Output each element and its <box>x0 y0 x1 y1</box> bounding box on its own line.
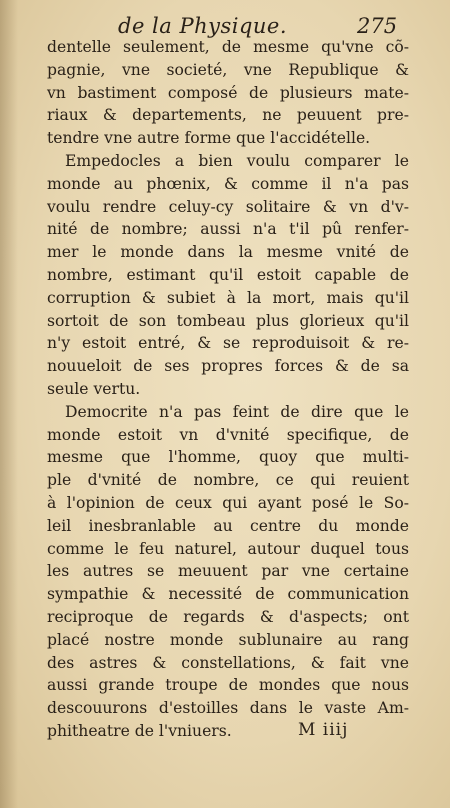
text-line: des astres & constellations, & fait vne <box>47 653 409 672</box>
text-line: aussi grande troupe de mondes que nous <box>47 676 409 695</box>
text-line: corruption & subiet à la mort, mais qu'il <box>47 288 409 307</box>
text-line: nité de nombre; aussi n'a t'il pû renfer- <box>47 220 409 239</box>
text-line: nombre, estimant qu'il estoit capable de <box>47 265 409 284</box>
text-line: comme le feu naturel, autour duquel tous <box>47 539 409 558</box>
text-line: mesme que l'homme, quoy que multi- <box>47 448 409 467</box>
text-line: seule vertu. <box>47 379 141 398</box>
body-text <box>47 36 409 743</box>
text-line: pagnie, vne societé, vne Republique & <box>47 60 409 79</box>
text-line: nouueloit de ses propres forces & de sa <box>47 357 409 376</box>
text-line: sortoit de son tombeau plus glorieux qu'il <box>47 311 409 330</box>
running-title: de la Physique. <box>118 14 288 38</box>
text-line: monde estoit vn d'vnité specifique, de <box>47 425 409 444</box>
text-line: mer le monde dans la mesme vnité de <box>47 243 409 262</box>
text-line: tendre vne autre forme que l'accidételle. <box>47 129 371 148</box>
text-line: à l'opinion de ceux qui ayant posé le So- <box>47 493 409 512</box>
paragraph-start-line: Democrite n'a pas feint de dire que le <box>65 402 409 421</box>
text-line: leil inesbranlable au centre du monde <box>47 516 409 535</box>
text-line: voulu rendre celuy-cy solitaire & vn d'v- <box>47 197 409 216</box>
text-line: n'y estoit entré, & se reproduisoit & re- <box>47 334 409 353</box>
page-number: 275 <box>357 14 398 38</box>
text-line: phitheatre de l'vniuers. <box>47 721 232 740</box>
text-line: ple d'vnité de nombre, ce qui reuient <box>47 471 409 490</box>
text-line: reciproque de regards & d'aspects; ont <box>47 607 409 626</box>
text-line: placé nostre monde sublunaire au rang <box>47 630 409 649</box>
paragraph-start-line: Empedocles a bien voulu comparer le <box>65 151 409 170</box>
text-line: vn bastiment composé de plusieurs mate- <box>47 83 409 102</box>
text-line: sympathie & necessité de communication <box>47 585 409 604</box>
spine-shadow <box>0 0 18 808</box>
text-line: dentelle seulement, de mesme qu'vne cõ- <box>47 38 409 56</box>
text-line: les autres se meuuent par vne certaine <box>47 562 409 581</box>
text-line: monde au phœnix, & comme il n'a pas <box>47 174 409 193</box>
text-line: riaux & departements, ne peuuent pre- <box>47 106 409 125</box>
signature-mark: M iiij <box>298 720 349 740</box>
text-line: descouurons d'estoilles dans le vaste Am- <box>47 699 409 718</box>
